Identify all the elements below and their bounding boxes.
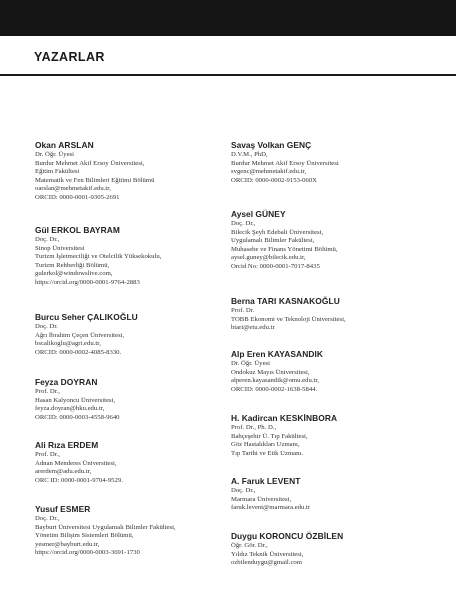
page-title: YAZARLAR xyxy=(34,50,105,64)
author-info-line: ORCID: 0000-0003-4558-9640 xyxy=(35,413,120,421)
author-entry xyxy=(231,476,426,513)
author-info-line: Doç. Dr., xyxy=(231,487,256,494)
author-info-line: svgenc@mehmetakif.edu.tr, xyxy=(231,168,307,176)
author-info-line: Prof. Dr., xyxy=(35,451,60,458)
author-info-line: Dr. Öğr. Üyesi xyxy=(35,151,75,158)
author-last-name: TARI KASNAKOĞLU xyxy=(257,296,340,306)
author-first-name: Alp Eren xyxy=(231,349,266,359)
author-last-name: ESMER xyxy=(60,504,91,514)
author-info-line: Doç. Dr., xyxy=(231,220,256,227)
author-entry xyxy=(35,377,230,422)
author-info-line: yesmer@bayburt.edu.tr, xyxy=(35,540,100,548)
author-info-line: Burdur Mehmet Akif Ersoy Üniversitesi, xyxy=(35,159,145,167)
author-name xyxy=(35,312,230,322)
author-info-line: Sinop Üniversitesi xyxy=(35,244,85,252)
author-info-line: ORC ID: 0000-0001-9704-9529. xyxy=(35,476,123,484)
author-entry xyxy=(231,209,426,272)
author-info-line: ORCID: 0000-0001-9305-2691 xyxy=(35,193,120,201)
author-info-line: ORCID: 0000-0002-1638-5844. xyxy=(231,385,318,393)
author-entry xyxy=(35,440,230,485)
author-name xyxy=(231,413,426,423)
author-info-line: D.V.M., PhD, xyxy=(231,151,268,158)
author-entry xyxy=(231,413,426,458)
author-info-line: bscalikoglu@agri.edu.tr, xyxy=(35,340,101,348)
author-info-line: Turizm İşletmeciliği ve Otelcilik Yüksekokulu, xyxy=(35,253,162,261)
author-name xyxy=(231,140,426,150)
author-first-name: H. Kadircan xyxy=(231,413,278,423)
author-info-line: Bilecik Şeyh Edebali Üniversitesi, xyxy=(231,228,324,236)
author-last-name: GENÇ xyxy=(286,140,312,150)
author-entry xyxy=(231,140,426,185)
author-info-line: https://orcid.org/0000-0001-9764-2883 xyxy=(35,278,140,286)
author-info-line: btari@etu.edu.tr xyxy=(231,324,275,332)
author-info-line: Burdur Mehmet Akif Ersoy Üniversitesi xyxy=(231,159,339,167)
author-info-line: oarslan@mehmetakif.edu.tr, xyxy=(35,185,111,193)
author-info-line: Ağrı İbrahim Çeçen Üniversitesi, xyxy=(35,331,125,339)
author-name xyxy=(231,296,426,306)
title-divider xyxy=(0,74,456,76)
author-last-name: GÜNEY xyxy=(255,209,286,219)
author-info-line: faruk.levent@marmara.edu.tr xyxy=(231,504,311,512)
author-last-name: KAYASANDIK xyxy=(267,349,324,359)
author-first-name: Savaş Volkan xyxy=(231,140,285,150)
author-first-name: Ali Rıza xyxy=(35,440,66,450)
author-name xyxy=(35,140,230,150)
author-info-line: Ondokuz Mayıs Üniversitesi, xyxy=(231,368,310,376)
author-info-line: Doç. Dr. xyxy=(35,323,58,330)
author-info-line: Bayburt Üniversitesi Uygulamalı Bilimler Fakültesi, xyxy=(35,523,176,531)
author-last-name: ARSLAN xyxy=(58,140,94,150)
author-first-name: Okan xyxy=(35,140,56,150)
author-info-line: Bahçeşehir Ü. Tıp Fakültesi, xyxy=(231,432,308,440)
author-info-line: https://orcid.org/0000-0003-3691-1730 xyxy=(35,549,140,557)
author-first-name: Gül xyxy=(35,225,49,235)
author-entry xyxy=(35,225,230,288)
author-first-name: Burcu Seher xyxy=(35,312,85,322)
author-first-name: Berna xyxy=(231,296,255,306)
author-name xyxy=(35,504,230,514)
author-name xyxy=(231,476,426,486)
author-info-line: Uygulamalı Bilimler Fakültesi, xyxy=(231,237,315,245)
author-info-line: Dr. Öğr. Üyesi xyxy=(231,360,271,367)
author-last-name: ERKOL BAYRAM xyxy=(51,225,120,235)
author-info-line: Hasan Kalyoncu Üniversitesi, xyxy=(35,396,116,404)
author-info-line: Öğr. Gör. Dr., xyxy=(231,542,268,549)
author-first-name: Aysel xyxy=(231,209,254,219)
author-first-name: Yusuf xyxy=(35,504,58,514)
author-info-line: aysel.guney@bilecik.edu.tr, xyxy=(231,254,306,262)
author-first-name: Duygu xyxy=(231,531,258,541)
author-last-name: KESKİNBORA xyxy=(279,413,338,423)
author-info-line: Marmara Üniversitesi, xyxy=(231,495,292,503)
author-name xyxy=(231,531,426,541)
author-info-line: Eğitim Fakültesi xyxy=(35,168,80,176)
author-info-line: Tıp Tarihi ve Etik Uzmanı. xyxy=(231,449,304,457)
author-info-line: TOBB Ekonomi ve Teknoloji Üniversitesi, xyxy=(231,315,346,323)
author-name xyxy=(35,440,230,450)
author-info-line: Adnan Menderes Üniversitesi, xyxy=(35,459,117,467)
author-last-name: DOYRAN xyxy=(60,377,98,387)
author-last-name: ERDEM xyxy=(67,440,99,450)
author-entry xyxy=(231,531,426,568)
author-info-line: alperen.kayasandik@omu.edu.tr, xyxy=(231,377,319,385)
author-info-line: Doç. Dr., xyxy=(35,515,60,522)
author-entry xyxy=(35,312,230,357)
author-info-line: Prof. Dr., Ph. D., xyxy=(231,424,277,431)
author-info-line: ozbilenduygu@gmail.com xyxy=(231,559,302,567)
author-info-line: gulerkol@windowslive.com, xyxy=(35,270,113,278)
author-info-line: ORCID: 0000-0002-9153-060X xyxy=(231,176,318,184)
author-info-line: Prof. Dr., xyxy=(35,388,60,395)
author-first-name: Feyza xyxy=(35,377,59,387)
author-name xyxy=(35,377,230,387)
author-info-line: Prof. Dr. xyxy=(231,307,255,314)
author-info-line: Doç. Dr., xyxy=(35,236,60,243)
author-entry xyxy=(231,296,426,333)
author-entry xyxy=(35,504,230,558)
author-last-name: LEVENT xyxy=(266,476,301,486)
author-info-line: Turizm Rehberliği Bölümü, xyxy=(35,261,110,269)
author-last-name: ÇALIKOĞLU xyxy=(87,312,138,322)
author-info-line: Göz Hastalıkları Uzmanı, xyxy=(231,441,300,449)
author-last-name: KORONCU ÖZBİLEN xyxy=(259,531,344,541)
author-info-line: ORCID: 0000-0002-4085-8330. xyxy=(35,348,122,356)
author-entry xyxy=(35,140,230,203)
author-info-line: Yıldız Teknik Üniversitesi, xyxy=(231,550,304,558)
author-name xyxy=(231,209,426,219)
author-first-name: A. Faruk xyxy=(231,476,265,486)
author-info-line: feyza.doyran@hku.edu.tr, xyxy=(35,405,105,413)
top-black-band xyxy=(0,0,456,36)
author-entry xyxy=(231,349,426,394)
author-info-line: Muhasebe ve Finans Yönetimi Bölümü, xyxy=(231,245,338,253)
author-info-line: Orcid No: 0000-0001-7017-8435 xyxy=(231,262,320,270)
author-name xyxy=(35,225,230,235)
author-info-line: arerdem@adu.edu.tr, xyxy=(35,468,92,476)
author-name xyxy=(231,349,426,359)
author-info-line: Yönetim Bilişim Sistemleri Bölümü, xyxy=(35,532,134,540)
author-info-line: Matematik ve Fen Bilimleri Eğitimi Bölümü xyxy=(35,176,155,184)
